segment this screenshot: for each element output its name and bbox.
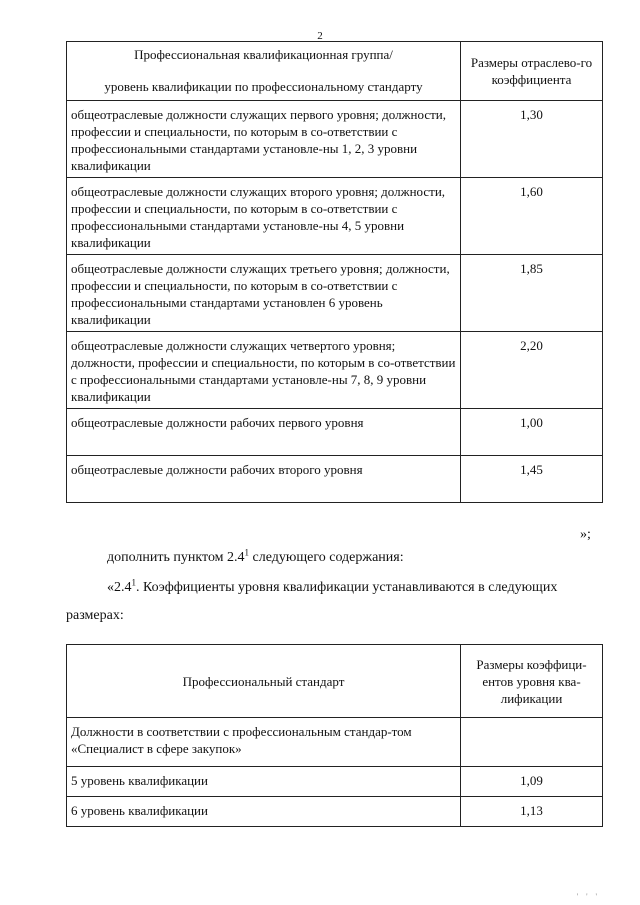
amendment-paragraph bbox=[107, 549, 404, 567]
table-header-row bbox=[67, 645, 603, 718]
standard-cell: 5 уровень квалификации bbox=[67, 767, 461, 797]
table-row bbox=[67, 101, 603, 178]
coefficient-cell: 1,09 bbox=[461, 767, 603, 797]
amendment-superscript: 1 bbox=[244, 547, 250, 558]
table-row bbox=[67, 255, 603, 332]
header-qualification-group-line1: Профессиональная квалификационная группа/ bbox=[134, 47, 393, 62]
clause-text-before: «2.4 bbox=[107, 580, 132, 595]
table-row bbox=[67, 456, 603, 503]
table-row bbox=[67, 767, 603, 797]
table-header-row bbox=[67, 42, 603, 101]
coefficient-cell: 1,30 bbox=[461, 101, 603, 178]
header-professional-standard: Профессиональный стандарт bbox=[67, 645, 461, 718]
table-row bbox=[67, 409, 603, 456]
header-coefficient-size: Размеры отраслево-го коэффициента bbox=[461, 42, 603, 101]
coefficient-cell: 1,60 bbox=[461, 178, 603, 255]
group-cell: общеотраслевые должности служащих первого уровня; должности, профессии и специальности, по которым в со-ответствии с профессиональными стандартами установле-ны 1, 2, 3 уровни квалификации bbox=[67, 101, 461, 178]
page-number: 2 bbox=[317, 30, 323, 42]
header-qualification-group bbox=[67, 42, 461, 101]
group-cell: общеотраслевые должности рабочих первого уровня bbox=[67, 409, 461, 456]
coefficient-cell: 1,45 bbox=[461, 456, 603, 503]
group-cell: общеотраслевые должности служащих третьего уровня; должности, профессии и специальности, по которым в со-ответствии с профессиональными стандартами установлен 6 уровень квалификации bbox=[67, 255, 461, 332]
coefficient-cell: 2,20 bbox=[461, 332, 603, 409]
clause-superscript: 1 bbox=[131, 577, 136, 588]
standard-cell: Должности в соответствии с профессиональным стандар-том «Специалист в сфере закупок» bbox=[67, 718, 461, 767]
coefficient-cell: 1,00 bbox=[461, 409, 603, 456]
group-cell: общеотраслевые должности служащих второго уровня; должности, профессии и специальности, по которым в со-ответствии с профессиональными стандартами установле-ны 4, 5 уровни квалификации bbox=[67, 178, 461, 255]
industry-coefficient-table bbox=[66, 41, 603, 503]
coefficient-cell bbox=[461, 718, 603, 767]
table-row bbox=[67, 718, 603, 767]
group-cell: общеотраслевые должности служащих четвертого уровня; должности, профессии и специальности, по которым в со-ответствии с профессиональными стандартами установле-ны 7, 8, 9 уровни квалификации bbox=[67, 332, 461, 409]
closing-quote: »; bbox=[580, 527, 591, 542]
clause-text-after: . Коэффициенты уровня квалификации устанавливаются в следующих bbox=[136, 580, 558, 595]
header-coefficient-sizes: Размеры коэффици-ентов уровня ква-лификации bbox=[461, 645, 603, 718]
table-row bbox=[67, 178, 603, 255]
margin-mark: ' ' ' bbox=[576, 892, 600, 901]
amendment-text-before: дополнить пунктом 2.4 bbox=[107, 550, 245, 565]
coefficient-cell: 1,13 bbox=[461, 797, 603, 827]
clause-paragraph-continuation: размерах: bbox=[66, 608, 124, 623]
coefficient-cell: 1,85 bbox=[461, 255, 603, 332]
table-row bbox=[67, 797, 603, 827]
amendment-text-after: следующего содержания: bbox=[249, 550, 404, 565]
clause-paragraph bbox=[107, 579, 601, 597]
table-row bbox=[67, 332, 603, 409]
standard-cell: 6 уровень квалификации bbox=[67, 797, 461, 827]
qualification-level-coefficient-table bbox=[66, 644, 603, 827]
header-qualification-group-line2: уровень квалификации по профессиональному стандарту bbox=[104, 79, 423, 94]
group-cell: общеотраслевые должности рабочих второго уровня bbox=[67, 456, 461, 503]
